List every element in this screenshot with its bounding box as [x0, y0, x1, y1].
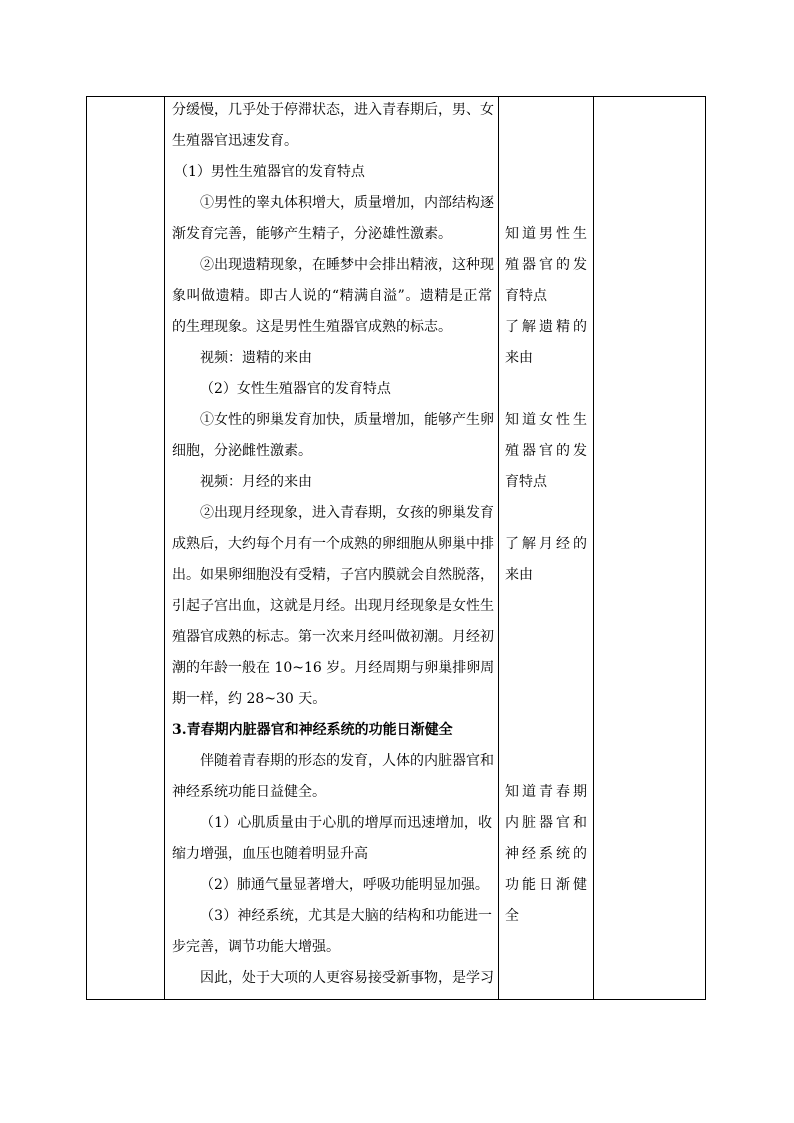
- content-line: ①男性的睾丸体积增大，质量增加，内部结构逐: [200, 195, 494, 211]
- content-line: ①女性的卵巢发育加快，质量增加，能够产生卵: [200, 412, 494, 428]
- content-line: 缩力增强，血压也随着明显升高: [172, 846, 368, 862]
- content-line: 因此，处于大项的人更容易接受新事物，是学习: [200, 970, 494, 986]
- content-line: 视频：月经的来由: [200, 474, 312, 490]
- goal-line: 来由: [505, 567, 533, 583]
- content-line: 步完善，调节功能大增强。: [172, 939, 340, 955]
- content-line: 生殖器官迅速发育。: [172, 133, 298, 149]
- content-line: （1）心肌质量由于心肌的增厚而迅速增加，收: [200, 815, 492, 831]
- goal-line: 殖器官的发: [505, 257, 587, 273]
- content-line: 神经系统功能日益健全。: [172, 784, 326, 800]
- content-line: 引起子宫出血，这就是月经。出现月经现象是女性生: [172, 598, 494, 614]
- goal-line: 知道女性生: [505, 412, 587, 428]
- content-line: 潮的年龄一般在 10~16 岁。月经周期与卵巢排卵周: [172, 660, 495, 676]
- content-line: （2）肺通气量显著增大，呼吸功能明显加强。: [200, 877, 489, 893]
- content-line: 视频：遗精的来由: [200, 350, 312, 366]
- goal-line: 育特点: [505, 288, 547, 304]
- content-line: 分缓慢，几乎处于停滞状态，进入青春期后，男、女: [172, 102, 494, 118]
- goal-line: 内脏器官和: [505, 815, 587, 831]
- goal-line: 育特点: [505, 474, 547, 490]
- content-line: （3）神经系统，尤其是大脑的结构和功能进一: [200, 908, 492, 924]
- content-line: 的生理现象。这是男性生殖器官成熟的标志。: [172, 319, 452, 335]
- content-line: 渐发育完善，能够产生精子，分泌雄性激素。: [172, 226, 452, 242]
- content-line: 殖器官成熟的标志。第一次来月经叫做初潮。月经初: [172, 629, 494, 645]
- content-line: 期一样，约 28~30 天。: [172, 691, 327, 707]
- content-line: 成熟后，大约每个月有一个成熟的卵细胞从卵巢中排: [172, 536, 494, 552]
- column-divider-2: [498, 97, 499, 999]
- column-divider-1: [164, 97, 165, 999]
- content-line: ②出现月经现象，进入青春期，女孩的卵巢发育: [200, 505, 494, 521]
- goal-line: 全: [505, 908, 519, 924]
- content-line: 象叫做遗精。即古人说的“精满自溢”。遗精是正常: [172, 288, 492, 304]
- content-line: 伴随着青春期的形态的发育，人体的内脏器官和: [200, 753, 494, 769]
- section-heading: 3.青春期内脏器官和神经系统的功能日渐健全: [172, 722, 453, 738]
- goal-line: 了解月经的: [505, 536, 587, 552]
- lesson-table: [86, 96, 706, 1000]
- goal-line: 殖器官的发: [505, 443, 587, 459]
- goal-line: 来由: [505, 350, 533, 366]
- goal-line: 知道男性生: [505, 226, 587, 242]
- goal-line: 了解遗精的: [505, 319, 587, 335]
- content-line: 出。如果卵细胞没有受精，子宫内膜就会自然脱落，: [172, 567, 494, 583]
- column-divider-3: [593, 97, 594, 999]
- content-line: （2）女性生殖器官的发育特点: [200, 381, 391, 397]
- content-line: 细胞，分泌雌性激素。: [172, 443, 312, 459]
- content-line: ②出现遗精现象，在睡梦中会排出精液，这种现: [200, 257, 494, 273]
- goal-line: 知道青春期: [505, 784, 587, 800]
- content-line: （1）男性生殖器官的发育特点: [174, 164, 365, 180]
- goal-line: 功能日渐健: [505, 877, 587, 893]
- goal-line: 神经系统的: [505, 846, 587, 862]
